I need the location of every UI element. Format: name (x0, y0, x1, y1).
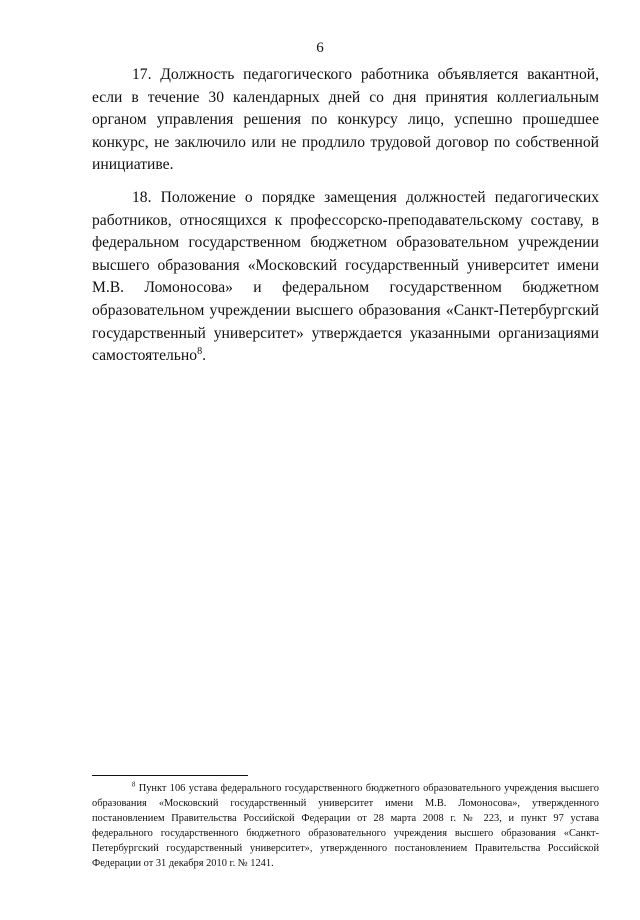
document-body (92, 64, 599, 378)
paragraph-17 (92, 64, 599, 177)
paragraph-18-text: 18. Положение о порядке замещения должностей педагогических работников, относящихся к профессорско-преподавательскому составу, в федеральном государственном бюджетном образовательном учреждении высшего образования «Московский государственный университет имени М.В. Ломоносова» и федеральном государственном бюджетном образовательном учреждении высшего образования «Санкт-Петербургский государственный университет» утверждается указанными организациями самостоятельно (92, 188, 599, 365)
paragraph-18-end: . (202, 347, 207, 365)
footnote (92, 781, 599, 871)
footnote-text: Пункт 106 устава федерального государственного бюджетного образовательного учреждения высшего образования «Московский государственный университет имени М.В. Ломоносова», утвержденного постановлением Правительства Российской Федерации от 28 марта 2008 г. № 223, и пункт 97 устава федерального государственного бюджетного образовательного учреждения высшего образования «Санкт-Петербургский государственный университет», утвержденного постановлением Правительства Российской Федерации от 31 декабря 2010 г. № 1241. (92, 783, 599, 869)
footnote-separator (92, 775, 248, 776)
footnote-marker: 8 (132, 781, 136, 789)
paragraph-17-text: 17. Должность педагогического работника объявляется вакантной, если в течение 30 календарных дней со дня принятия коллегиальным органом управления решения по конкурсу лицо, успешно прошедшее конкурс, не заключило или не продлило трудовой договор по собственной инициативе. (92, 66, 599, 174)
footnote-reference[interactable]: 8 (197, 345, 203, 357)
paragraph-18 (92, 187, 599, 368)
page-number: 6 (316, 40, 324, 56)
